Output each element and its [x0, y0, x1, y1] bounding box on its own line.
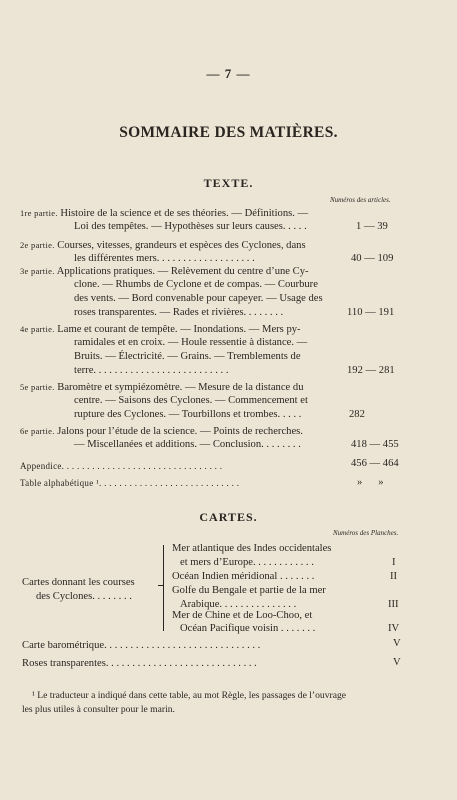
entry-text: les différentes mers. . . . . . . . . . . . . . . . . . . [74, 253, 255, 264]
part-label: 2e partie. [20, 240, 55, 250]
part-label: 6e partie. [20, 426, 55, 436]
carte-item: Mer de Chine et de Loo-Choo, et [172, 610, 313, 621]
brace-bracket-point [158, 585, 164, 587]
footnote-line: ¹ Le traducteur a indiqué dans cette table, au mot Règle, les passages de l’ouvrage [32, 690, 347, 701]
part-label: 3e partie. [20, 266, 55, 276]
entry-text: Loi des tempêtes. — Hypothèses sur leurs causes. . . . . [74, 221, 307, 232]
entry-text: Histoire de la science et de ses théories. — Définitions. — [60, 208, 309, 219]
carte-item: et mers d’Europe. . . . . . . . . . . . [180, 557, 314, 568]
toc-entry-part-3 [20, 264, 309, 279]
article-range: 282 [349, 409, 365, 420]
toc-entry-part-2 [20, 238, 306, 253]
carte-item: Arabique. . . . . . . . . . . . . . . [180, 599, 297, 610]
entry-text: Baromètre et sympiézomètre. — Mesure de la distance du [57, 382, 304, 393]
entry-text: Courses, vitesses, grandeurs et espèces des Cyclones, dans [57, 240, 306, 251]
article-range: 1 — 39 [356, 221, 388, 232]
toc-entry-appendice: Appendice. . . . . . . . . . . . . . . . . . . . . . . . . . . . . . . . [20, 461, 223, 471]
toc-entry-part-5 [20, 380, 304, 395]
entry-text: Lame et courant de tempête. — Inondations. — Mers py- [57, 324, 301, 335]
section-heading-cartes: CARTES. [199, 510, 258, 524]
cartes-group-label: Cartes donnant les courses [22, 577, 135, 588]
cartes-group-label: des Cyclones. . . . . . . . [36, 591, 132, 602]
plate-number: IV [388, 623, 400, 634]
entry-text: clone. — Rhumbs de Cyclone et de compas. — Courbure [74, 279, 318, 290]
carte-item: Mer atlantique des Indes occidentales [172, 543, 332, 554]
part-label: 5e partie. [20, 382, 55, 392]
article-range: » » [357, 477, 384, 488]
toc-entry-part-4 [20, 322, 301, 337]
brace-bracket [163, 545, 170, 631]
entry-text: rupture des Cyclones. — Tourbillons et trombes. . . . . [74, 409, 302, 420]
carte-item: Océan Pacifique voisin . . . . . . . [180, 623, 316, 634]
entry-text: Bruits. — Électricité. — Grains. — Tremblements de [74, 351, 301, 362]
part-label: 1re partie. [20, 208, 58, 218]
toc-entry-part-6 [20, 424, 303, 439]
plate-number: V [393, 657, 401, 668]
section-heading-texte: TEXTE. [203, 176, 254, 190]
column-header-articles: Numéros des articles. [330, 196, 391, 204]
article-range: 418 — 455 [351, 439, 399, 450]
page-title: SOMMAIRE DES MATIÈRES. [119, 124, 338, 141]
entry-text: centre. — Saisons des Cyclones. — Commencement et [74, 395, 308, 406]
entry-text: roses transparentes. — Rades et rivières. . . . . . . . [74, 307, 284, 318]
entry-text: — Miscellanées et additions. — Conclusion. . . . . . . . [74, 439, 301, 450]
plate-number: III [388, 599, 399, 610]
entry-text: Jalons pour l’étude de la science. — Points de recherches. [57, 426, 303, 437]
entry-text: terre. . . . . . . . . . . . . . . . . . . . . . . . . . [74, 365, 229, 376]
toc-entry-table-alphabetique: Table alphabétique ¹. . . . . . . . . . . . . . . . . . . . . . . . . . . . [20, 478, 240, 488]
page-number: — 7 — [206, 66, 251, 81]
toc-entry-roses-transparentes: Roses transparentes. . . . . . . . . . . . . . . . . . . . . . . . . . . . . [22, 658, 257, 669]
plate-number: I [392, 557, 396, 568]
part-label: 4e partie. [20, 324, 55, 334]
carte-item: Golfe du Bengale et partie de la mer [172, 585, 326, 596]
article-range: 110 — 191 [347, 307, 395, 318]
plate-number: II [390, 571, 398, 582]
toc-entry-part-1 [20, 206, 308, 221]
carte-item: Océan Indien méridional . . . . . . . [172, 571, 315, 582]
entry-text: Applications pratiques. — Relèvement du centre d’une Cy- [56, 266, 309, 277]
column-header-planches: Numéros des Planches. [333, 529, 399, 537]
article-range: 456 — 464 [351, 458, 399, 469]
plate-number: V [393, 638, 401, 649]
footnote-line: les plus utiles à consulter pour le marin. [22, 704, 175, 715]
entry-text: ramidales et en croix. — Houle ressentie à distance. — [74, 337, 308, 348]
article-range: 192 — 281 [347, 365, 395, 376]
entry-text: des vents. — Bord convenable pour capeyer. — Usage des [74, 293, 323, 304]
article-range: 40 — 109 [351, 253, 394, 264]
toc-entry-carte-barometrique: Carte barométrique. . . . . . . . . . . . . . . . . . . . . . . . . . . . . . [22, 640, 261, 651]
